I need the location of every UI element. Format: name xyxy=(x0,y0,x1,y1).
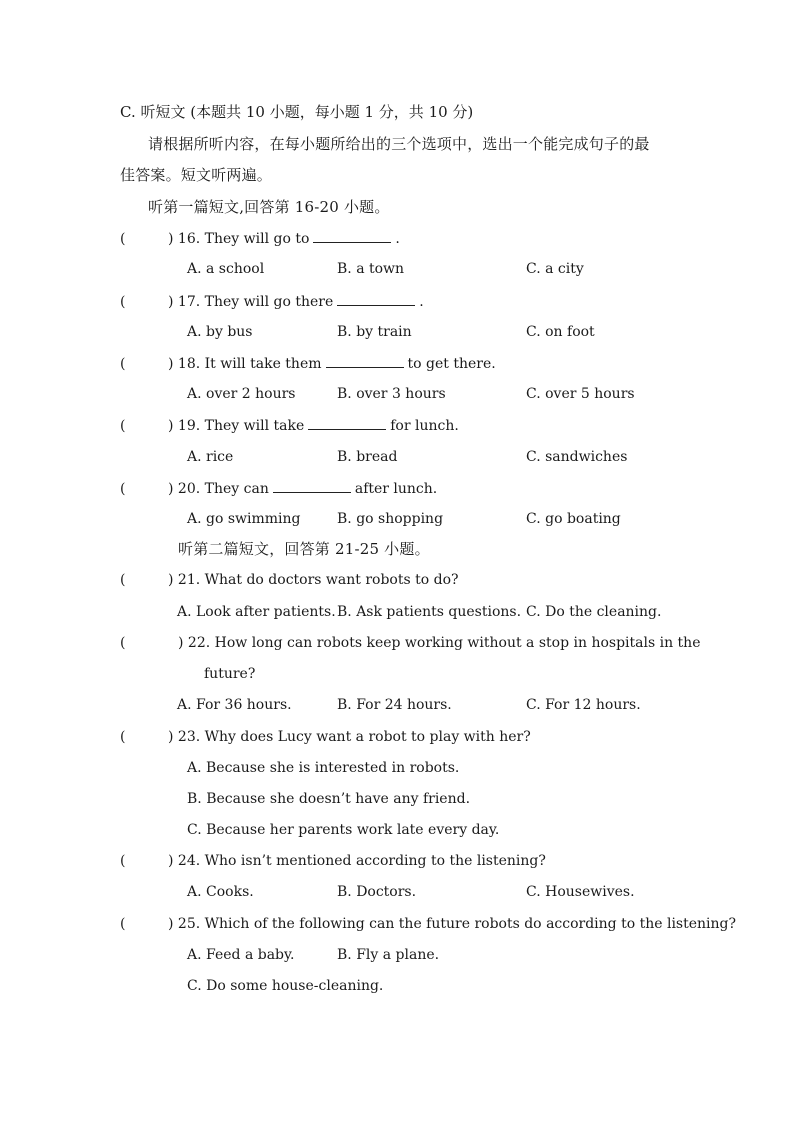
option-18-a: A. over 2 hours xyxy=(187,386,296,402)
answer-paren-open: ( xyxy=(120,635,126,651)
answer-paren-close: ) xyxy=(168,729,174,745)
answer-paren-close: ) xyxy=(168,294,174,310)
option-16-b: B. a town xyxy=(337,261,405,277)
answer-paren-open: ( xyxy=(120,418,126,434)
question-18 xyxy=(120,353,496,374)
question-20 xyxy=(120,478,437,499)
option-22-c: C. For 12 hours. xyxy=(526,697,641,713)
option-22-b: B. For 24 hours. xyxy=(337,697,452,713)
option-25-b: B. Fly a plane. xyxy=(337,947,440,963)
question-text-after: . xyxy=(419,294,424,310)
question-17 xyxy=(120,291,424,312)
question-21 xyxy=(120,570,459,590)
answer-paren-close: ) xyxy=(168,418,174,434)
option-17-b: B. by train xyxy=(337,324,412,340)
answer-blank[interactable] xyxy=(337,291,415,306)
option-18-b: B. over 3 hours xyxy=(337,386,446,402)
answer-paren-close: ) xyxy=(168,356,174,372)
question-text-after: after lunch. xyxy=(354,481,438,497)
question-text: 16. They will go to xyxy=(177,231,310,247)
instruction-line-1: 请根据所听内容，在每小题所给出的三个选项中，选出一个能完成句子的最 xyxy=(148,135,650,153)
question-text: 22. How long can robots keep working without a stop in hospitals in the xyxy=(187,635,701,651)
question-25 xyxy=(120,914,736,934)
answer-blank[interactable] xyxy=(313,228,391,243)
option-24-b: B. Doctors. xyxy=(337,884,417,900)
answer-paren-open: ( xyxy=(120,356,126,372)
option-20-a: A. go swimming xyxy=(187,511,301,527)
question-22 xyxy=(120,633,700,653)
answer-paren-open: ( xyxy=(120,572,126,588)
option-20-b: B. go shopping xyxy=(337,511,444,527)
question-text: 25. Which of the following can the future robots do according to the listening? xyxy=(177,916,736,932)
answer-paren-close: ) xyxy=(178,635,184,651)
question-text: 24. Who isn’t mentioned according to the listening? xyxy=(177,853,546,869)
section-title: C. 听短文 (本题共 10 小题，每小题 1 分，共 10 分) xyxy=(120,103,474,121)
answer-paren-close: ) xyxy=(168,853,174,869)
answer-blank[interactable] xyxy=(326,353,404,368)
option-17-a: A. by bus xyxy=(187,324,253,340)
option-16-a: A. a school xyxy=(187,261,265,277)
option-16-c: C. a city xyxy=(526,261,584,277)
part2-heading: 听第二篇短文，回答第 21-25 小题。 xyxy=(178,540,430,558)
answer-paren-open: ( xyxy=(120,729,126,745)
question-text: 23. Why does Lucy want a robot to play with her? xyxy=(177,729,531,745)
answer-paren-close: ) xyxy=(168,916,174,932)
answer-paren-open: ( xyxy=(120,853,126,869)
instruction-line-2: 佳答案。短文听两遍。 xyxy=(120,166,273,184)
option-23-b: B. Because she doesn’t have any friend. xyxy=(187,791,471,807)
question-text: 18. It will take them xyxy=(177,356,322,372)
question-22-continued: future? xyxy=(204,666,256,682)
option-19-c: C. sandwiches xyxy=(526,449,628,465)
option-19-a: A. rice xyxy=(187,449,234,465)
answer-paren-open: ( xyxy=(120,294,126,310)
option-18-c: C. over 5 hours xyxy=(526,386,635,402)
answer-paren-close: ) xyxy=(168,231,174,247)
option-21-c: C. Do the cleaning. xyxy=(526,604,662,620)
option-21-a: A. Look after patients. xyxy=(177,604,336,620)
answer-paren-open: ( xyxy=(120,916,126,932)
option-23-c: C. Because her parents work late every day. xyxy=(187,822,500,838)
option-17-c: C. on foot xyxy=(526,324,595,340)
option-21-b: B. Ask patients questions. xyxy=(337,604,522,620)
option-23-a: A. Because she is interested in robots. xyxy=(187,760,460,776)
question-text-after: . xyxy=(395,231,400,247)
question-text: 17. They will go there xyxy=(177,294,334,310)
option-20-c: C. go boating xyxy=(526,511,621,527)
option-25-c: C. Do some house-cleaning. xyxy=(187,978,384,994)
answer-paren-close: ) xyxy=(168,572,174,588)
question-text: 19. They will take xyxy=(177,418,305,434)
answer-paren-open: ( xyxy=(120,231,126,247)
answer-blank[interactable] xyxy=(308,415,386,430)
option-24-c: C. Housewives. xyxy=(526,884,635,900)
question-text: 21. What do doctors want robots to do? xyxy=(177,572,459,588)
question-text-after: to get there. xyxy=(407,356,496,372)
question-text: 20. They can xyxy=(177,481,269,497)
question-24 xyxy=(120,851,546,871)
answer-paren-close: ) xyxy=(168,481,174,497)
option-25-a: A. Feed a baby. xyxy=(187,947,295,963)
answer-paren-open: ( xyxy=(120,481,126,497)
question-16 xyxy=(120,228,400,249)
option-19-b: B. bread xyxy=(337,449,398,465)
answer-blank[interactable] xyxy=(273,478,351,493)
question-19 xyxy=(120,415,459,436)
question-text-after: for lunch. xyxy=(390,418,459,434)
option-24-a: A. Cooks. xyxy=(187,884,254,900)
option-22-a: A. For 36 hours. xyxy=(177,697,292,713)
part1-heading: 听第一篇短文,回答第 16-20 小题。 xyxy=(148,198,390,216)
question-23 xyxy=(120,727,531,747)
